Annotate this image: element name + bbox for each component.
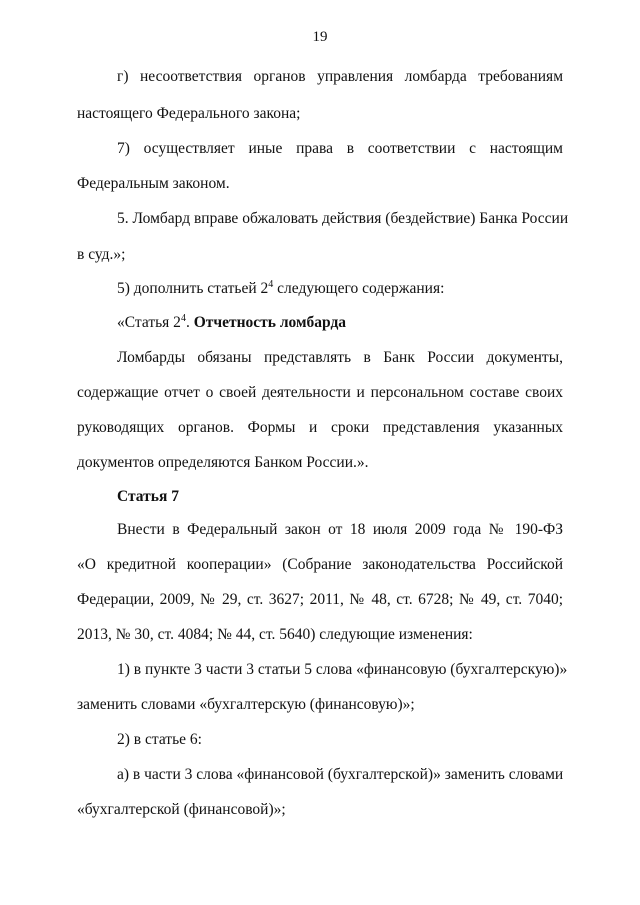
page-number: 19 (312, 29, 328, 45)
text-line: а) в части 3 слова «финансовой (бухгалтерской)» заменить словами (117, 766, 564, 783)
article-punct: . (185, 314, 194, 331)
text-line: «бухгалтерской (финансовой)»; (77, 801, 286, 818)
article-heading (117, 313, 563, 333)
amendment-text: следующего содержания: (273, 280, 445, 297)
amendment-line (117, 279, 563, 299)
article-label: «Статья 2 (117, 314, 181, 331)
text-line: «О кредитной кооперации» (Собрание законодательства Российской (77, 556, 563, 573)
text-line: г) несоответствия органов управления ломбарда требованиям (117, 68, 563, 85)
text-line: Внести в Федеральный закон от 18 июля 2009 года № 190-ФЗ (117, 521, 563, 538)
text-line: 2) в статье 6: (117, 731, 202, 748)
text-line: руководящих органов. Формы и сроки представления указанных (77, 419, 563, 436)
text-line: 7) осуществляет иные права в соответствии с настоящим (117, 140, 563, 157)
text-line: настоящего Федерального закона; (77, 105, 301, 122)
superscript: 4 (268, 279, 274, 290)
text-line: 5. Ломбард вправе обжаловать действия (бездействие) Банка России (117, 210, 569, 227)
article-title: Отчетность ломбарда (193, 314, 347, 331)
text-line: документов определяются Банком России.». (77, 454, 369, 471)
text-line: Федерации, 2009, № 29, ст. 3627; 2011, № 48, ст. 6728; № 49, ст. 7040; (77, 591, 563, 608)
text-line: Ломбарды обязаны представлять в Банк России документы, (117, 349, 563, 366)
text-line: 2013, № 30, ст. 4084; № 44, ст. 5640) следующие изменения: (77, 626, 473, 643)
text-line: Федеральным законом. (77, 175, 230, 192)
text-line: 1) в пункте 3 части 3 статьи 5 слова «финансовую (бухгалтерскую)» (117, 661, 568, 678)
text-line: содержащие отчет о своей деятельности и персональном составе своих (77, 384, 563, 401)
text-line: заменить словами «бухгалтерскую (финансовую)»; (77, 696, 415, 713)
article-heading: Статья 7 (117, 488, 179, 505)
text-line: в суд.»; (77, 246, 126, 263)
superscript: 4 (180, 313, 186, 324)
amendment-text: 5) дополнить статьей 2 (117, 280, 269, 297)
